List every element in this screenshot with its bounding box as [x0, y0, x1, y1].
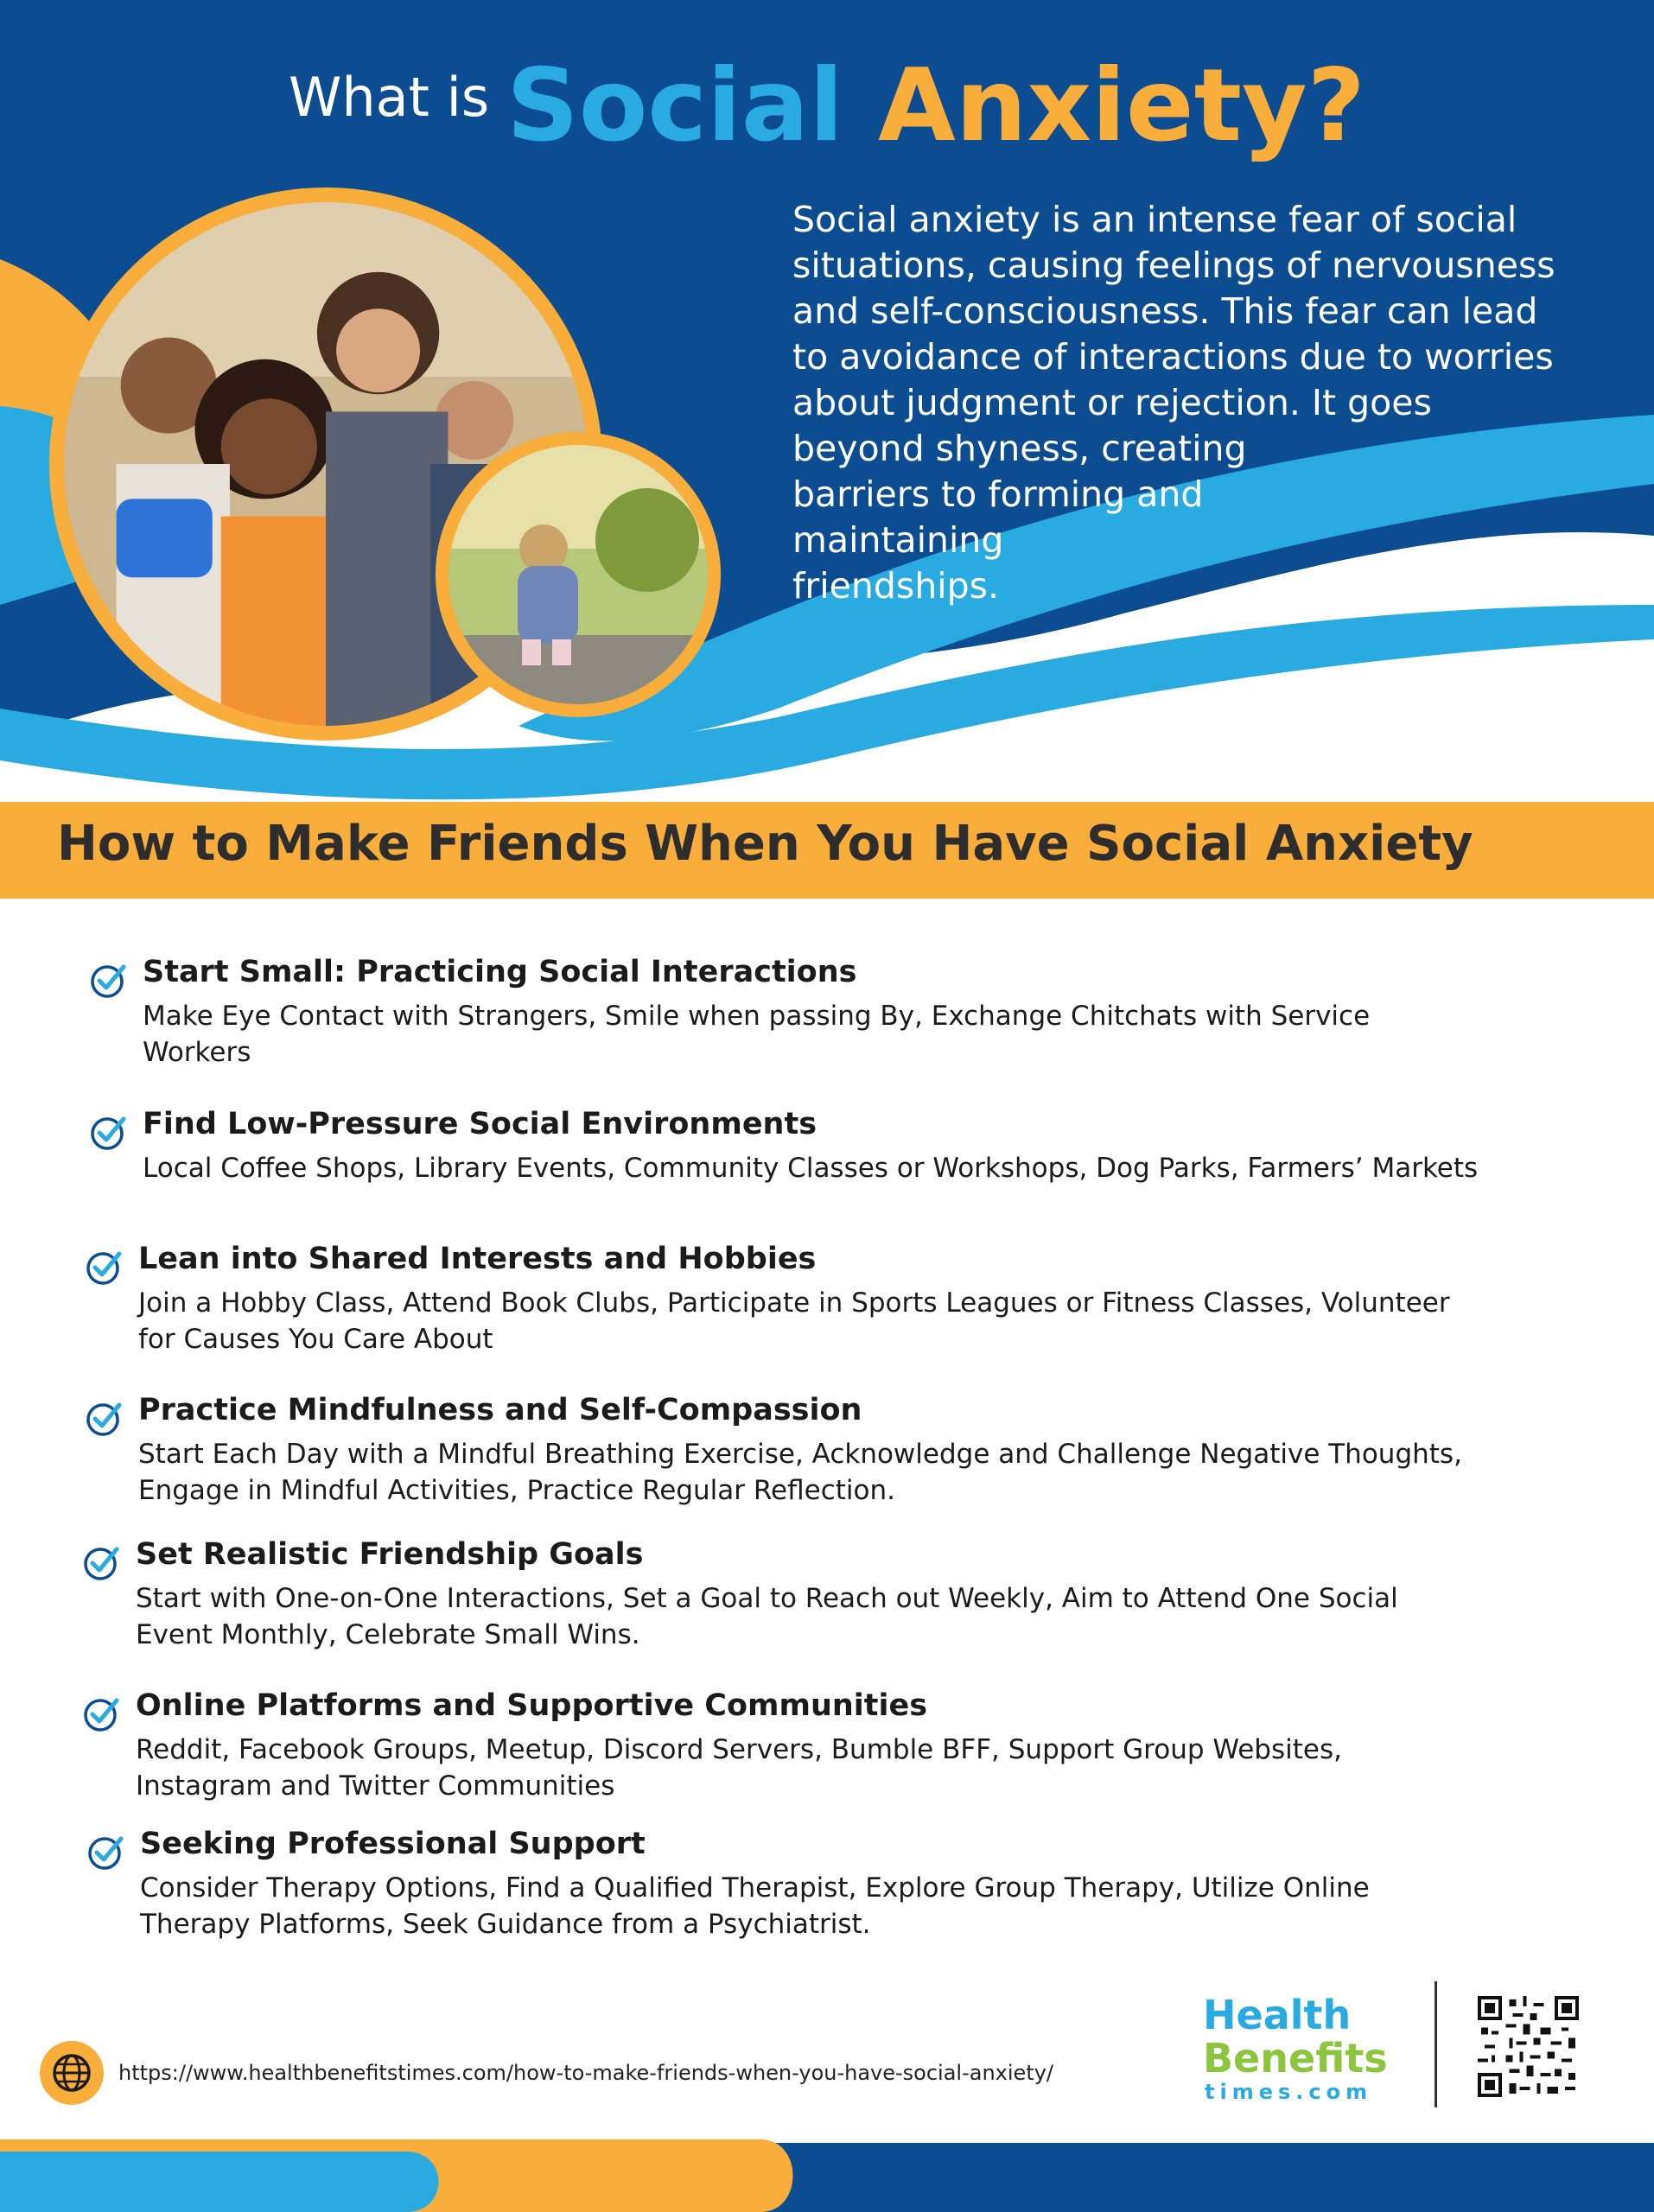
title-word-social: Social [506, 48, 843, 164]
tip-title: Find Low-Pressure Social Environments [143, 1107, 817, 1141]
check-circle-icon [82, 1542, 122, 1582]
intro-line: friendships. [792, 565, 1000, 607]
tip-line: Start with One-on-One Interactions, Set a Goal to Reach out Weekly, Aim to Attend One Social [136, 1583, 1398, 1614]
tip-title: Start Small: Practicing Social Interactions [143, 955, 857, 989]
check-circle-icon [86, 1832, 126, 1872]
intro-line: maintaining [792, 519, 1004, 561]
source-url-link[interactable]: https://www.healthbenefitstimes.com/how-to-make-friends-when-you-have-social-anxiety/ [118, 2061, 1054, 2085]
globe-icon [40, 2041, 104, 2105]
tip-line: Therapy Platforms, Seek Guidance from a Psychiatrist. [140, 1909, 871, 1940]
intro-line: barriers to forming and [792, 474, 1204, 515]
tip-title: Online Platforms and Supportive Communities [136, 1688, 928, 1723]
tip-description [143, 1150, 1478, 1186]
tip-description [138, 1436, 1462, 1509]
tip-title: Set Realistic Friendship Goals [136, 1537, 644, 1572]
tip-line: Workers [143, 1037, 251, 1068]
tip-description [143, 998, 1370, 1071]
tip-title: Lean into Shared Interests and Hobbies [138, 1242, 817, 1276]
tip-description [140, 1870, 1370, 1942]
tip-line: Event Monthly, Celebrate Small Wins. [136, 1619, 640, 1650]
tip-title: Practice Mindfulness and Self-Compassion [138, 1393, 862, 1427]
brand-logo [1203, 1992, 1388, 2104]
tip-description [138, 1285, 1450, 1357]
check-circle-icon [85, 1398, 124, 1438]
check-circle-icon [89, 960, 129, 1000]
tip-line: Join a Hobby Class, Attend Book Clubs, Participate in Sports Leagues or Fitness Classes, Volunteer [138, 1287, 1450, 1319]
check-circle-icon [89, 1112, 129, 1152]
tip-line: Consider Therapy Options, Find a Qualified Therapist, Explore Group Therapy, Utilize Online [140, 1872, 1370, 1904]
shy-girl-photo [436, 432, 721, 717]
intro-line: about judgment or rejection. It goes [792, 382, 1432, 423]
check-circle-icon [82, 1694, 122, 1733]
logo-line-times: times.com [1205, 2080, 1373, 2104]
tip-title: Seeking Professional Support [140, 1827, 646, 1861]
page-title [0, 48, 1654, 164]
intro-line: to avoidance of interactions due to worries [792, 336, 1554, 378]
title-word-anxiety: Anxiety? [877, 48, 1365, 164]
tip-line: Reddit, Facebook Groups, Meetup, Discord Servers, Bumble BFF, Support Group Websites, [136, 1734, 1342, 1765]
intro-line: situations, causing feelings of nervousness [792, 245, 1555, 286]
intro-line: and self-consciousness. This fear can lead [792, 290, 1538, 332]
tip-line: Start Each Day with a Mindful Breathing Exercise, Acknowledge and Challenge Negative Thoughts, [138, 1439, 1462, 1470]
logo-line-benefits: Benefits [1203, 2035, 1388, 2082]
qr-code-icon [1478, 1996, 1579, 2097]
tip-line: Instagram and Twitter Communities [136, 1770, 615, 1802]
section-heading-band [0, 802, 1654, 899]
section-heading: How to Make Friends When You Have Social Anxiety [57, 816, 1473, 872]
tip-description [136, 1580, 1398, 1653]
title-prefix: What is [289, 66, 490, 129]
intro-line: Social anxiety is an intense fear of social [792, 199, 1517, 240]
tip-description [136, 1732, 1342, 1804]
tip-line: for Causes You Care About [138, 1324, 493, 1355]
tip-line: Local Coffee Shops, Library Events, Community Classes or Workshops, Dog Parks, Farmers’ Markets [143, 1153, 1479, 1184]
footer-divider [1435, 1981, 1437, 2107]
tip-line: Engage in Mindful Activities, Practice Regular Reflection. [138, 1475, 895, 1506]
intro-line: beyond shyness, creating [792, 428, 1247, 469]
check-circle-icon [85, 1247, 124, 1287]
logo-line-health: Health [1203, 1992, 1352, 2038]
tip-line: Make Eye Contact with Strangers, Smile when passing By, Exchange Chitchats with Service [143, 1001, 1371, 1032]
intro-paragraph [792, 197, 1605, 609]
